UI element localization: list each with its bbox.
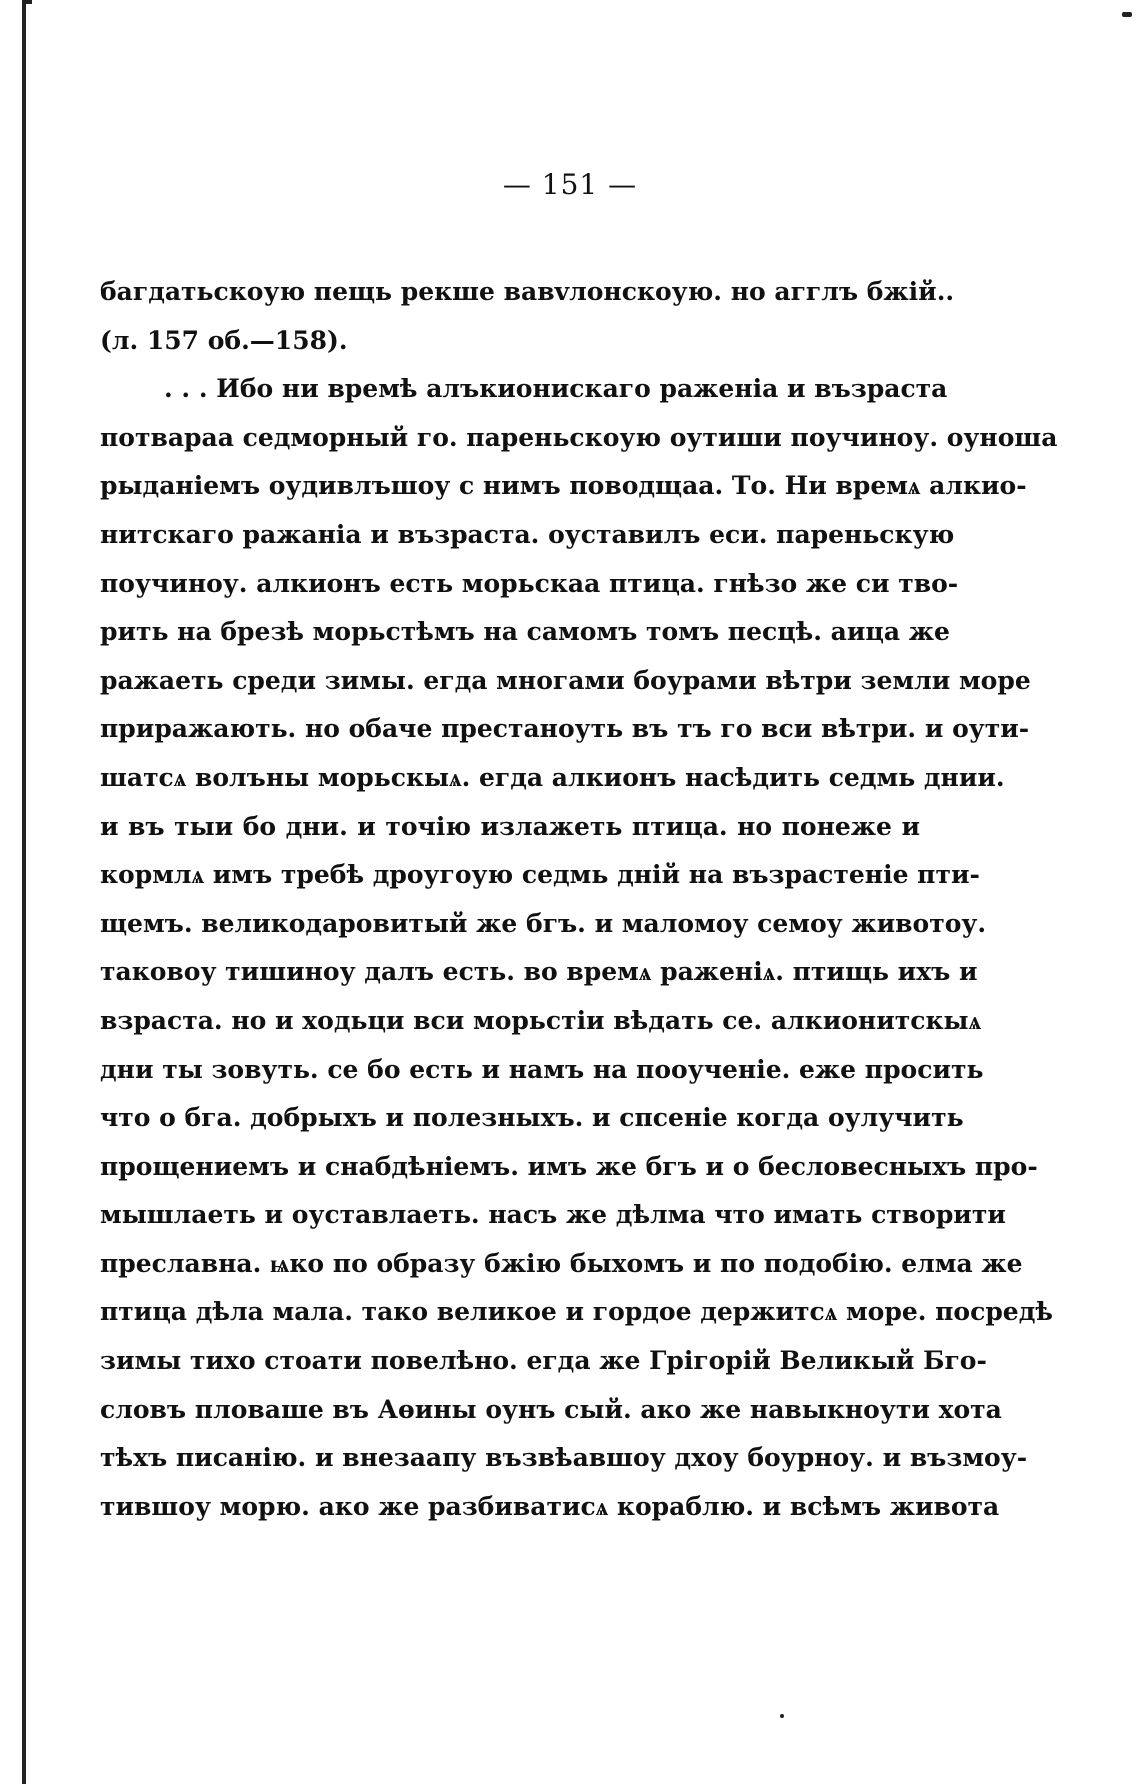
text-line-1: багдатьскоую пещь рекше вавvлонскоую. но агглъ бжiй..: [100, 277, 955, 306]
text-line-18: что о бга. добрыхъ и полезныхъ. и спсенiе когда оулучить: [100, 1103, 964, 1133]
text-line-10: приражають. но обаче престаноуть въ тъ го вси вѣтри. и оути-: [100, 714, 1030, 744]
text-line-7: поучиноу. алкионъ есть морьскаа птица. гнѣзо же си тво-: [100, 568, 959, 598]
text-line-25: тѣхъ писанiю. и внезаапу възвѣавшоу дхоу боурноу. и възмоу-: [100, 1443, 1028, 1473]
scan-mark: [1122, 12, 1132, 17]
text-line-22: птица дѣла мала. тако великое и гордое держитсѧ море. посредѣ: [100, 1297, 1053, 1327]
text-line-14: щемъ. великодаровитый же бгъ. и маломоу семоу животоу.: [100, 908, 987, 938]
text-line-16: взраста. но и ходьци вси морьстiи вѣдать се. алкионитскыѧ: [100, 1005, 982, 1035]
text-line-5: рыданiемъ оудивлъшоу с нимъ поводщаа. То. Ни времѧ алкио-: [100, 471, 1027, 501]
text-line-4: потвараа седморный го. пареньскоую оутиши поучиноу. оуноша: [100, 422, 1058, 452]
text-line-13: кормлѧ имъ требѣ дроугоую седмь днiй на възрастенiе пти-: [100, 860, 980, 890]
page-number: — 151 —: [502, 168, 638, 201]
text-line-12: и въ тыи бо дни. и точiю излажеть птица. но понеже и: [100, 811, 920, 841]
text-line-24: словъ пловаше въ Аөины оунъ сый. ако же навыкноути хота: [100, 1394, 1002, 1424]
text-line-11: шатсѧ волъны морьскыѧ. егда алкионъ насѣдить седмь днии.: [100, 762, 1005, 792]
text-line-19: прощениемъ и снабдѣнiемъ. имъ же бгъ и о бесловесныхъ про-: [100, 1151, 1038, 1181]
body-text: [100, 268, 1058, 1531]
text-line-9: ражаеть среди зимы. егда многами боурами вѣтри земли море: [100, 665, 1031, 695]
text-line-3: . . . Ибо ни времѣ алъкионискаго раженiа и възраста: [164, 374, 948, 404]
text-line-6: нитскаго ражанiа и възраста. оуставилъ еси. пареньскую: [100, 519, 955, 549]
text-line-26: тившоу морю. ако же разбиватисѧ кораблю. и всѣмъ живота: [100, 1491, 1000, 1521]
text-line-23: зимы тихо стоати повелѣно. егда же Грiгорiй Великый Бго-: [100, 1346, 987, 1376]
text-line-8: рить на брезѣ морьстѣмъ на самомъ томъ песцѣ. аица же: [100, 617, 950, 647]
text-line-15: таковоу тишиноу далъ есть. во времѧ раженiѧ. птищь ихъ и: [100, 957, 978, 987]
scan-border-top: [22, 0, 32, 4]
text-line-17: дни ты зовуть. се бо есть и намъ на пооученiе. еже просить: [100, 1054, 984, 1084]
scan-speck: [780, 1714, 784, 1718]
scan-border-left: [22, 0, 26, 1784]
text-line-20: мышлаеть и оуставлаеть. насъ же дѣлма что имать створити: [100, 1200, 1006, 1230]
text-line-2: (л. 157 об.—158).: [100, 325, 348, 355]
text-line-21: преславна. ѩко по образу бжiю быхомъ и по подобiю. елма же: [100, 1248, 1023, 1278]
